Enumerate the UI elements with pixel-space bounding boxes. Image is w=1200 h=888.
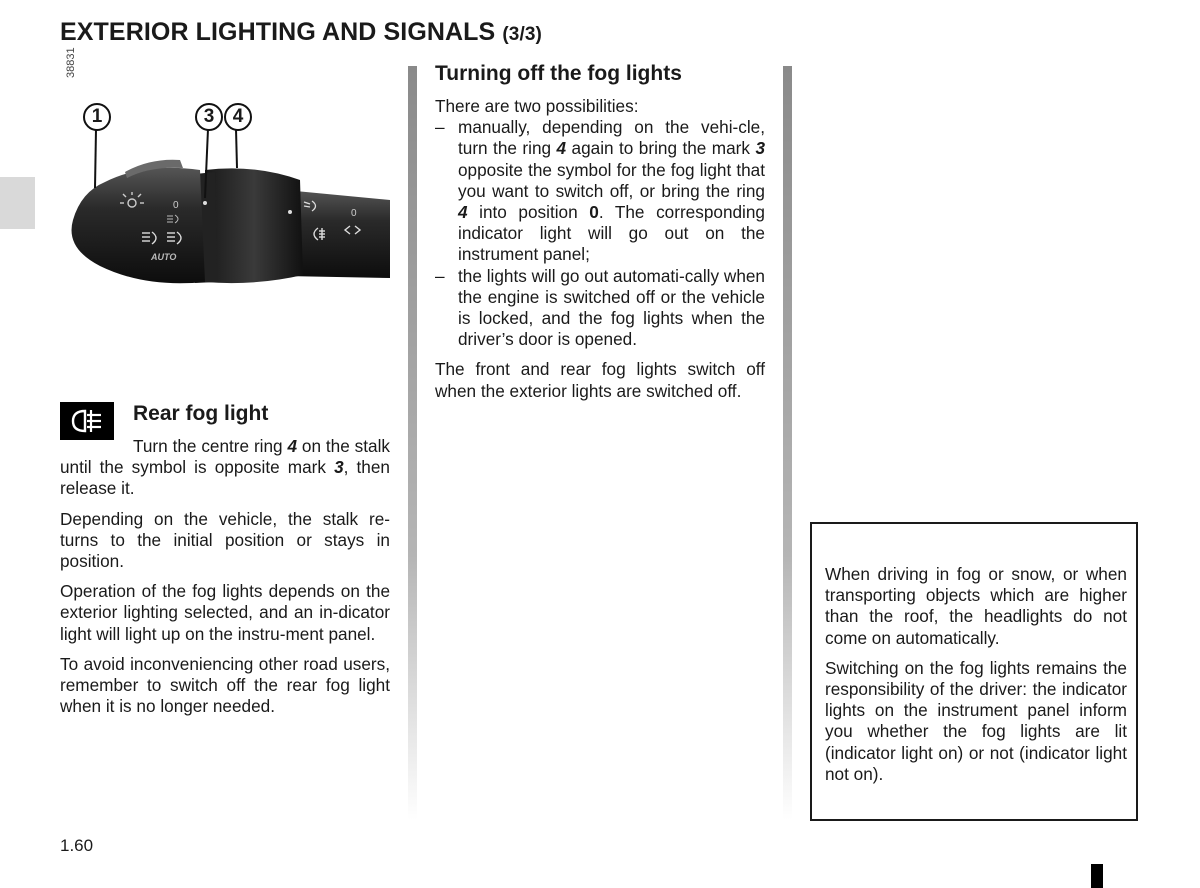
warning-paragraph-1: When driving in fog or snow, or when transporting objects which are higher than the roof, the headlights do not come on automatically.	[825, 564, 1127, 648]
turning-off-item-auto: – the lights will go out automati-cally when the engine is switched off or the vehicle is locked, and the fog lights when the driver’s door is opened.	[435, 266, 765, 351]
callout-4: 4	[224, 103, 252, 131]
stalk-zero-bottom: 0	[351, 208, 357, 219]
turning-off-text	[435, 96, 765, 411]
column-divider-left	[408, 66, 417, 820]
turning-off-closing: The front and rear fog lights switch off when the exterior lights are switched off.	[435, 359, 765, 401]
page-title-main: EXTERIOR LIGHTING AND SIGNALS	[60, 18, 496, 46]
section-tab-marker	[0, 177, 35, 229]
end-of-section-mark	[1091, 864, 1103, 888]
rear-fog-paragraph-2: Depending on the vehicle, the stalk re-turns to the initial position or stays in position.	[60, 508, 390, 572]
rear-fog-light-icon	[60, 402, 114, 440]
page-number: 1.60	[60, 836, 94, 855]
warning-box	[810, 522, 1138, 821]
turning-off-heading: Turning off the fog lights	[435, 62, 682, 85]
mark-3-dot	[203, 201, 207, 205]
ring-4	[205, 168, 303, 283]
ring-dot	[288, 210, 292, 214]
turning-off-list	[435, 117, 765, 350]
figure-number: 38831	[65, 47, 77, 78]
warning-text	[825, 564, 1127, 794]
page-title-part: (3/3)	[502, 24, 542, 45]
callout-1: 1	[83, 103, 111, 131]
rear-fog-paragraph-4: To avoid inconveniencing other road users, remember to switch off the rear fog light when it is no longer needed.	[60, 653, 390, 717]
turning-off-intro: There are two possibilities:	[435, 96, 639, 116]
rear-fog-paragraph-1: Turn the centre ring 4 on the stalk until the symbol is opposite mark 3, then release it.	[60, 436, 390, 499]
callout-3: 3	[195, 103, 223, 131]
page-title	[60, 18, 542, 47]
column-divider-right	[783, 66, 792, 820]
stalk-zero-top: 0	[173, 200, 179, 211]
stalk-knob	[72, 168, 205, 284]
rear-fog-paragraph-3: Operation of the fog lights depends on the exterior lighting selected, and an in-dicator light will light up on the instru-ment panel.	[60, 581, 390, 644]
rear-fog-text	[60, 436, 390, 726]
turning-off-item-manual: – manually, depending on the vehi-cle, turn the ring 4 again to bring the mark 3 opposite the symbol for the fog light that you want to switch off, or bring the ring 4 into position 0. The corresponding indicator light will go out on the instrument panel;	[435, 117, 765, 265]
warning-paragraph-2: Switching on the fog lights remains the responsibility of the driver: the indicator lights on the instrument panel inform you whether the fog lights are lit (indicator light on) or not (indicator light not on).	[825, 657, 1127, 784]
rear-fog-heading: Rear fog light	[133, 402, 269, 425]
stalk-auto-label: AUTO	[151, 252, 177, 262]
